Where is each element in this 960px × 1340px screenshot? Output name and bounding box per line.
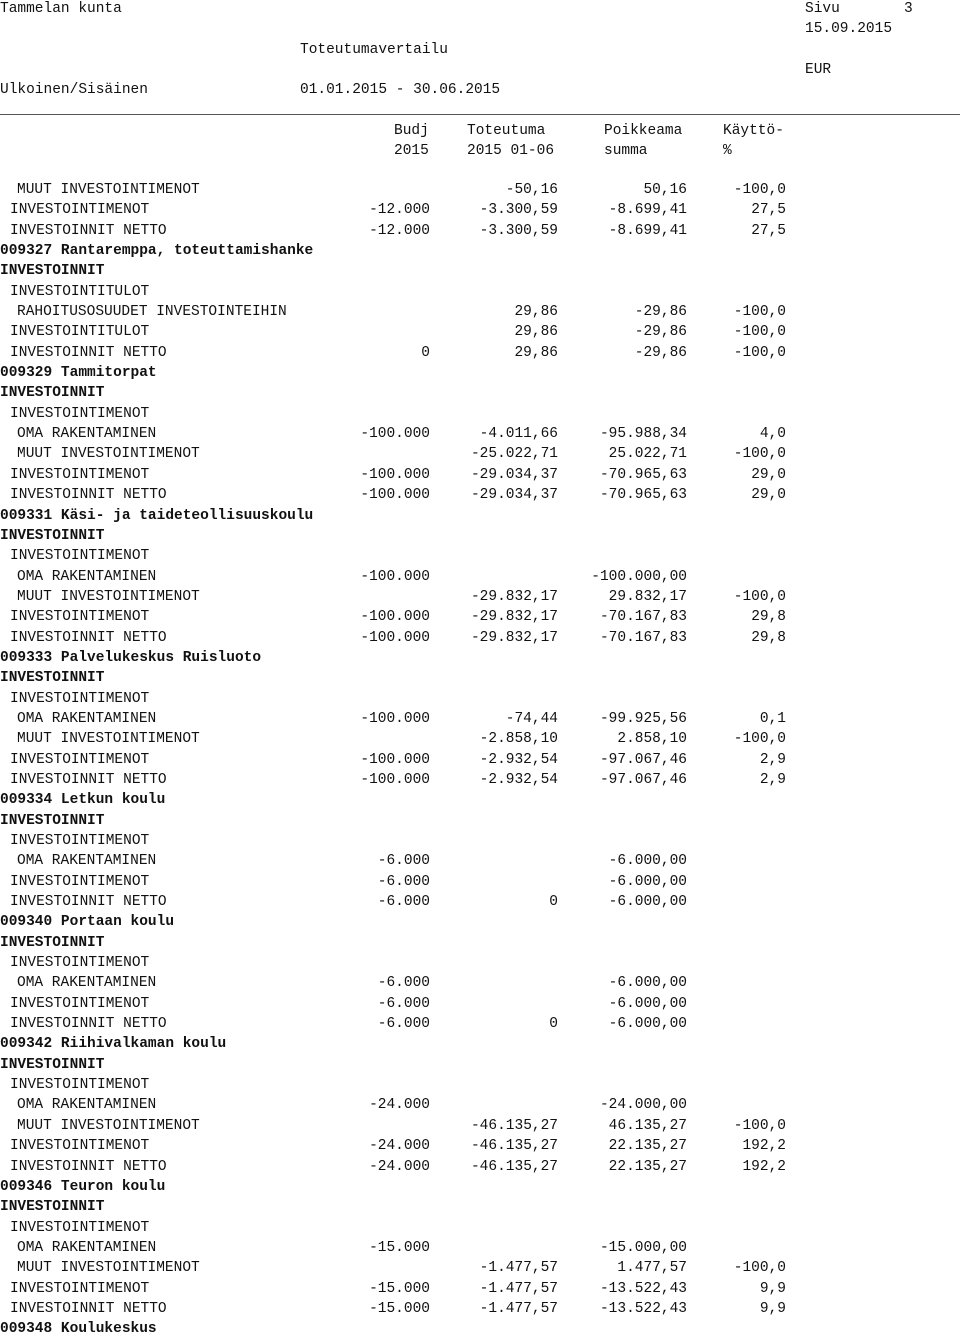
budget-cell: 0 [421, 344, 430, 361]
actual-cell: -2.858,10 [479, 731, 558, 748]
actual-cell: 29,86 [514, 324, 558, 341]
variance-cell: -70.965,63 [599, 487, 687, 504]
table-row [0, 750, 960, 770]
row-label: MUUT INVESTOINTIMENOT [17, 1260, 200, 1277]
table-row [0, 1055, 960, 1075]
actual-cell: -46.135,27 [470, 1138, 558, 1155]
table-row [0, 689, 960, 709]
table-row [0, 1218, 960, 1238]
variance-cell: -6.000,00 [608, 995, 687, 1012]
actual-cell: -2.932,54 [479, 771, 558, 788]
actual-cell: -74,44 [505, 710, 558, 727]
actual-cell: -1.477,57 [479, 1260, 558, 1277]
variance-cell: 22.135,27 [608, 1138, 687, 1155]
budget-cell: -24.000 [369, 1097, 430, 1114]
table-row [0, 607, 960, 627]
period-label: 01.01.2015 - 30.06.2015 [300, 82, 501, 98]
scope-label: Ulkoinen/Sisäinen [0, 82, 148, 98]
variance-cell: -6.000,00 [608, 873, 687, 890]
usage-percent-cell: -100,0 [733, 1260, 786, 1277]
budget-cell: -6.000 [377, 853, 430, 870]
table-row [0, 1177, 960, 1197]
budget-cell: -6.000 [377, 894, 430, 911]
actual-cell: -29.034,37 [470, 466, 558, 483]
table-row [0, 485, 960, 505]
variance-cell: -6.000,00 [608, 975, 687, 992]
table-row [0, 912, 960, 932]
project-title: 009342 Riihivalkaman koulu [0, 1036, 227, 1053]
row-label: INVESTOINNIT NETTO [10, 894, 167, 911]
usage-percent-cell: 27,5 [751, 222, 786, 239]
table-row [0, 261, 960, 281]
row-label: INVESTOINNIT [0, 385, 105, 402]
actual-cell: -2.932,54 [479, 751, 558, 768]
row-label: MUUT INVESTOINTIMENOT [17, 731, 200, 748]
header-divider [0, 114, 960, 115]
row-label: INVESTOINNIT NETTO [10, 1158, 167, 1175]
usage-percent-cell: -100,0 [733, 446, 786, 463]
actual-cell: -46.135,27 [470, 1158, 558, 1175]
table-row [0, 587, 960, 607]
variance-cell: -70.965,63 [599, 466, 687, 483]
table-row [0, 1299, 960, 1319]
row-label: INVESTOINNIT NETTO [10, 487, 167, 504]
table-row [0, 444, 960, 464]
actual-cell: -25.022,71 [470, 446, 558, 463]
table-row [0, 241, 960, 261]
usage-percent-cell: 192,2 [742, 1158, 786, 1175]
row-label: INVESTOINTIMENOT [10, 1077, 150, 1094]
report-date: 15.09.2015 [805, 21, 893, 37]
table-row [0, 1034, 960, 1054]
table-row [0, 180, 960, 200]
row-label: INVESTOINTIMENOT [10, 955, 150, 972]
budget-cell: -6.000 [377, 873, 430, 890]
table-row [0, 851, 960, 871]
row-label: INVESTOINTIMENOT [10, 690, 150, 707]
table-row [0, 628, 960, 648]
table-row [0, 1136, 960, 1156]
row-label: INVESTOINTIMENOT [10, 1219, 150, 1236]
budget-cell: -12.000 [369, 222, 430, 239]
usage-percent-cell: 9,9 [759, 1300, 786, 1317]
usage-percent-cell: -100,0 [733, 324, 786, 341]
row-label: INVESTOINTIMENOT [10, 1280, 150, 1297]
row-label: INVESTOINNIT [0, 934, 105, 951]
usage-percent-cell: -100,0 [733, 304, 786, 321]
table-row [0, 648, 960, 668]
row-label: INVESTOINNIT NETTO [10, 1016, 167, 1033]
usage-percent-cell: -100,0 [733, 1117, 786, 1134]
table-row [0, 302, 960, 322]
row-label: RAHOITUSOSUUDET INVESTOINTEIHIN [17, 304, 287, 321]
budget-cell: -12.000 [369, 202, 430, 219]
usage-percent-cell: 0,1 [759, 710, 786, 727]
row-label: INVESTOINTITULOT [10, 324, 150, 341]
variance-cell: -29,86 [634, 304, 687, 321]
variance-cell: -95.988,34 [599, 426, 687, 443]
variance-cell: 2.858,10 [617, 731, 687, 748]
table-row [0, 546, 960, 566]
usage-percent-cell: 2,9 [759, 771, 786, 788]
variance-cell: -6.000,00 [608, 853, 687, 870]
table-row [0, 831, 960, 851]
budget-cell: -100.000 [360, 609, 430, 626]
table-row [0, 1258, 960, 1278]
usage-percent-cell: 2,9 [759, 751, 786, 768]
row-label: OMA RAKENTAMINEN [17, 975, 157, 992]
table-row [0, 1075, 960, 1095]
table-row [0, 465, 960, 485]
actual-cell: -50,16 [505, 182, 558, 198]
budget-cell: -100.000 [360, 629, 430, 646]
variance-cell: -13.522,43 [599, 1280, 687, 1297]
table-row [0, 1279, 960, 1299]
row-label: INVESTOINTITULOT [10, 283, 150, 300]
table-row [0, 709, 960, 729]
variance-cell: -100.000,00 [591, 568, 687, 585]
actual-cell: -1.477,57 [479, 1280, 558, 1297]
usage-percent-cell: 29,8 [751, 629, 786, 646]
budget-cell: -6.000 [377, 975, 430, 992]
budget-cell: -24.000 [369, 1138, 430, 1155]
table-row [0, 1014, 960, 1034]
variance-cell: -6.000,00 [608, 1016, 687, 1033]
variance-cell: -97.067,46 [599, 771, 687, 788]
row-label: INVESTOINNIT [0, 1056, 105, 1073]
org-name: Tammelan kunta [0, 1, 122, 17]
table-row [0, 363, 960, 383]
actual-cell: -29.832,17 [470, 588, 558, 605]
budget-cell: -100.000 [360, 710, 430, 727]
table-row [0, 933, 960, 953]
actual-cell: -29.832,17 [470, 629, 558, 646]
usage-percent-cell: 27,5 [751, 202, 786, 219]
page-number: 3 [904, 1, 913, 17]
col-kaytto-line1: Käyttö- [723, 123, 784, 139]
table-row [0, 729, 960, 749]
row-label: MUUT INVESTOINTIMENOT [17, 1117, 200, 1134]
report-table [0, 180, 960, 1340]
usage-percent-cell: -100,0 [733, 731, 786, 748]
row-label: OMA RAKENTAMINEN [17, 853, 157, 870]
budget-cell: -100.000 [360, 751, 430, 768]
variance-cell: 29.832,17 [608, 588, 687, 605]
table-row [0, 506, 960, 526]
row-label: INVESTOINTIMENOT [10, 548, 150, 565]
project-title: 009334 Letkun koulu [0, 792, 166, 809]
row-label: INVESTOINTIMENOT [10, 202, 150, 219]
variance-cell: 46.135,27 [608, 1117, 687, 1134]
row-label: INVESTOINNIT NETTO [10, 1300, 167, 1317]
row-label: INVESTOINNIT [0, 1199, 105, 1216]
table-row [0, 1157, 960, 1177]
table-row [0, 811, 960, 831]
table-row [0, 424, 960, 444]
budget-cell: -15.000 [369, 1239, 430, 1256]
variance-cell: 25.022,71 [608, 446, 687, 463]
row-label: INVESTOINTIMENOT [10, 833, 150, 849]
usage-percent-cell: -100,0 [733, 182, 786, 198]
table-row [0, 1095, 960, 1115]
table-row [0, 1197, 960, 1217]
variance-cell: -29,86 [634, 324, 687, 341]
table-row [0, 770, 960, 790]
budget-cell: -6.000 [377, 1016, 430, 1033]
row-label: OMA RAKENTAMINEN [17, 426, 157, 443]
row-label: MUUT INVESTOINTIMENOT [17, 182, 200, 198]
table-row [0, 567, 960, 587]
budget-cell: -100.000 [360, 487, 430, 504]
variance-cell: -97.067,46 [599, 751, 687, 768]
usage-percent-cell: 29,0 [751, 487, 786, 504]
table-row [0, 973, 960, 993]
row-label: INVESTOINTIMENOT [10, 873, 150, 890]
budget-cell: -15.000 [369, 1300, 430, 1317]
table-row [0, 404, 960, 424]
variance-cell: -70.167,83 [599, 609, 687, 626]
row-label: INVESTOINNIT NETTO [10, 771, 167, 788]
budget-cell: -100.000 [360, 568, 430, 585]
currency-label: EUR [805, 62, 832, 78]
project-title: 009331 Käsi- ja taideteollisuuskoulu [0, 507, 314, 524]
report-title: Toteutumavertailu [300, 42, 448, 58]
row-label: INVESTOINNIT NETTO [10, 629, 167, 646]
variance-cell: -99.925,56 [599, 710, 687, 727]
row-label: INVESTOINTIMENOT [10, 751, 150, 768]
col-toteutuma-line2: 2015 01-06 [467, 143, 555, 159]
variance-cell: -24.000,00 [599, 1097, 687, 1114]
table-row [0, 526, 960, 546]
col-poikkeama-line1: Poikkeama [604, 123, 683, 139]
usage-percent-cell: 192,2 [742, 1138, 786, 1155]
row-label: INVESTOINTIMENOT [10, 405, 150, 422]
table-row [0, 953, 960, 973]
actual-cell: -4.011,66 [479, 426, 558, 443]
variance-cell: -15.000,00 [599, 1239, 687, 1256]
project-title: 009346 Teuron koulu [0, 1178, 166, 1195]
actual-cell: 29,86 [514, 304, 558, 321]
usage-percent-cell: -100,0 [733, 344, 786, 361]
row-label: INVESTOINTIMENOT [10, 995, 150, 1012]
table-row [0, 994, 960, 1014]
row-label: INVESTOINNIT NETTO [10, 344, 167, 361]
actual-cell: 0 [549, 1016, 558, 1033]
budget-cell: -100.000 [360, 466, 430, 483]
table-row [0, 221, 960, 241]
actual-cell: -29.034,37 [470, 487, 558, 504]
page-label: Sivu [805, 1, 840, 17]
row-label: OMA RAKENTAMINEN [17, 568, 157, 585]
col-poikkeama-line2: summa [604, 143, 648, 159]
col-budj-line1: Budj [394, 123, 429, 139]
row-label: INVESTOINNIT [0, 670, 105, 687]
usage-percent-cell: 29,0 [751, 466, 786, 483]
variance-cell: 22.135,27 [608, 1158, 687, 1175]
budget-cell: -100.000 [360, 771, 430, 788]
table-row [0, 322, 960, 342]
row-label: INVESTOINNIT [0, 812, 105, 829]
table-row [0, 892, 960, 912]
actual-cell: 29,86 [514, 344, 558, 361]
project-title: 009333 Palvelukeskus Ruisluoto [0, 649, 262, 666]
actual-cell: -29.832,17 [470, 609, 558, 626]
budget-cell: -15.000 [369, 1280, 430, 1297]
table-row [0, 668, 960, 688]
variance-cell: -8.699,41 [608, 202, 687, 219]
row-label: INVESTOINNIT NETTO [10, 222, 167, 239]
table-row [0, 282, 960, 302]
col-budj-line2: 2015 [394, 143, 429, 159]
actual-cell: -3.300,59 [479, 202, 558, 219]
table-row [0, 1116, 960, 1136]
variance-cell: -8.699,41 [608, 222, 687, 239]
project-title: 009329 Tammitorpat [0, 365, 157, 382]
row-label: INVESTOINNIT [0, 527, 105, 544]
usage-percent-cell: -100,0 [733, 588, 786, 605]
row-label: OMA RAKENTAMINEN [17, 1097, 157, 1114]
table-row [0, 872, 960, 892]
project-title: 009340 Portaan koulu [0, 914, 175, 931]
table-row [0, 200, 960, 220]
row-label: INVESTOINTIMENOT [10, 466, 150, 483]
actual-cell: -3.300,59 [479, 222, 558, 239]
usage-percent-cell: 4,0 [759, 426, 786, 443]
row-label: INVESTOINNIT [0, 263, 105, 280]
table-row [0, 343, 960, 363]
budget-cell: -24.000 [369, 1158, 430, 1175]
row-label: MUUT INVESTOINTIMENOT [17, 446, 200, 463]
budget-cell: -6.000 [377, 995, 430, 1012]
variance-cell: -6.000,00 [608, 894, 687, 911]
col-kaytto-line2: % [723, 143, 732, 159]
table-row [0, 383, 960, 403]
project-title: 009348 Koulukeskus [0, 1321, 157, 1338]
variance-cell: 50,16 [643, 182, 687, 198]
actual-cell: -46.135,27 [470, 1117, 558, 1134]
actual-cell: 0 [549, 894, 558, 911]
row-label: OMA RAKENTAMINEN [17, 1239, 157, 1256]
row-label: OMA RAKENTAMINEN [17, 710, 157, 727]
row-label: INVESTOINTIMENOT [10, 609, 150, 626]
variance-cell: -13.522,43 [599, 1300, 687, 1317]
budget-cell: -100.000 [360, 426, 430, 443]
usage-percent-cell: 9,9 [759, 1280, 786, 1297]
variance-cell: 1.477,57 [617, 1260, 687, 1277]
col-toteutuma-line1: Toteutuma [467, 123, 546, 139]
table-row [0, 790, 960, 810]
variance-cell: -70.167,83 [599, 629, 687, 646]
usage-percent-cell: 29,8 [751, 609, 786, 626]
table-row [0, 1238, 960, 1258]
project-title: 009327 Rantaremppa, toteuttamishanke [0, 243, 314, 260]
actual-cell: -1.477,57 [479, 1300, 558, 1317]
row-label: INVESTOINTIMENOT [10, 1138, 150, 1155]
row-label: MUUT INVESTOINTIMENOT [17, 588, 200, 605]
variance-cell: -29,86 [634, 344, 687, 361]
